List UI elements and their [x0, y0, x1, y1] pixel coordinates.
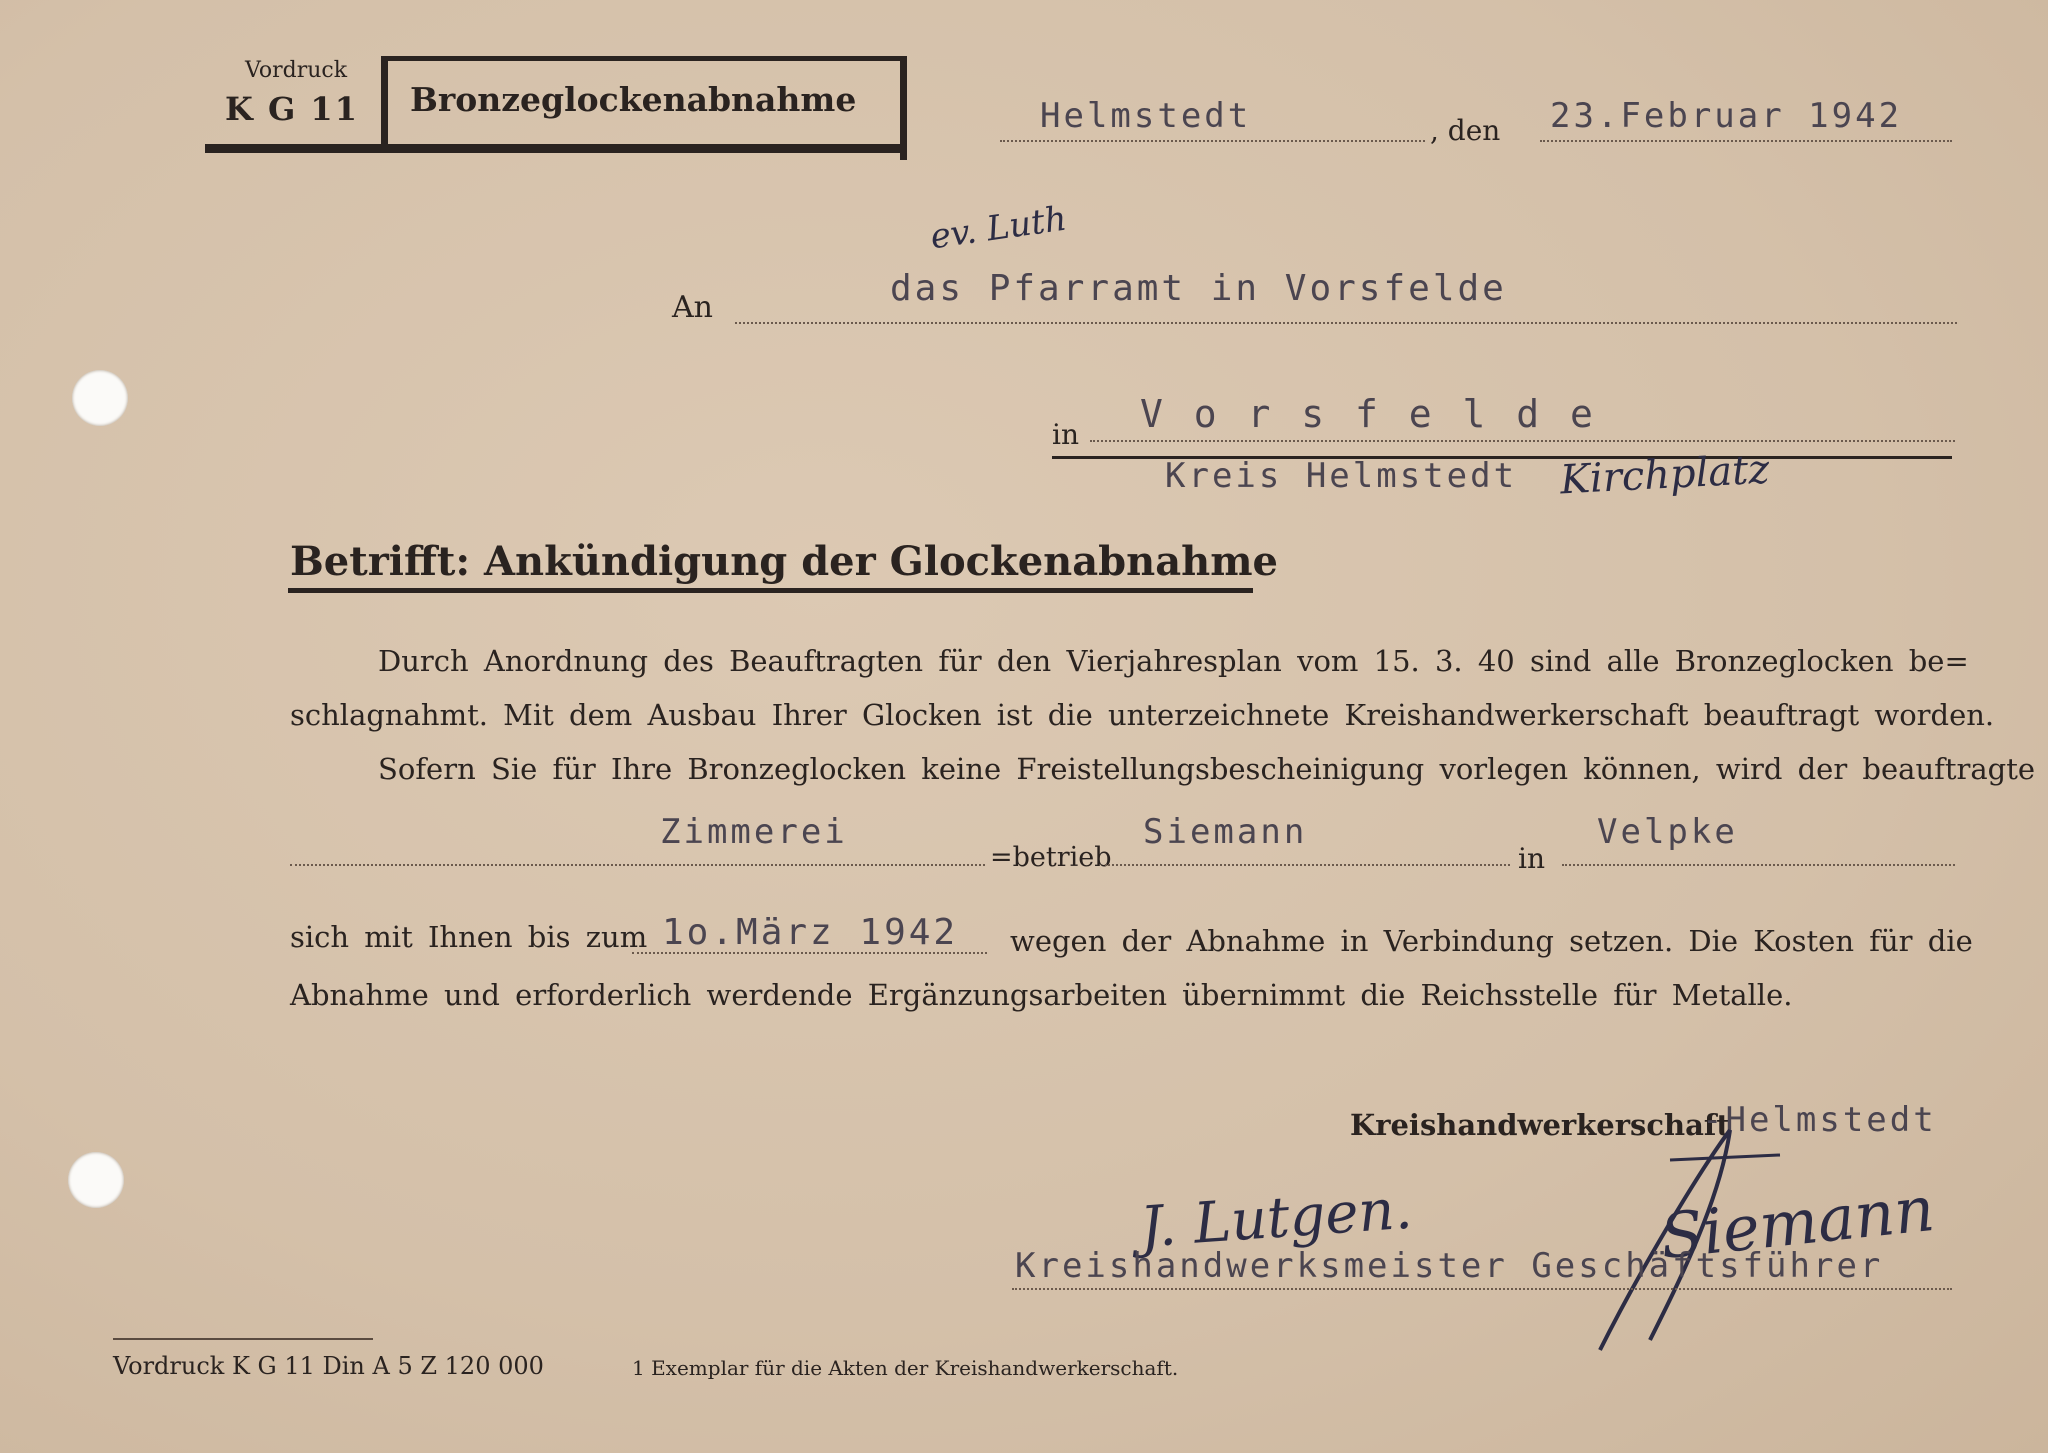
handwritten-street: Kirchplatz: [1558, 446, 1771, 504]
annotation-handwritten: ev. Luth: [927, 198, 1070, 258]
form-label-small: Vordruck: [245, 58, 348, 83]
footer-text: Vordruck K G 11 Din A 5 Z 120 000: [113, 1352, 544, 1380]
body-p3-line2: Abnahme und erforderlich werdende Ergänzungsarbeiten übernimmt die Reichsstelle für Metalle.: [290, 978, 1793, 1012]
date-value: 23.Februar 1942: [1550, 96, 1903, 136]
district-value: Kreis Helmstedt: [1165, 456, 1518, 496]
place-underline: [1000, 140, 1425, 142]
subject-heading: Betrifft: Ankündigung der Glockenabnahme: [290, 538, 1278, 585]
den-label: , den: [1430, 114, 1501, 147]
betrieb-label: =betrieb: [990, 842, 1112, 873]
form-code: K G 11: [225, 90, 359, 128]
footer-note: 1 Exemplar für die Akten der Kreishandwerkerschaft.: [632, 1356, 1179, 1380]
addressee-underline: [735, 322, 1957, 324]
roles-underline: [1012, 1288, 1952, 1290]
punch-hole-bottom: [68, 1152, 124, 1208]
in-label: in: [1052, 418, 1079, 451]
deadline-value: 1o.März 1942: [662, 912, 959, 953]
body-p1-line1: Durch Anordnung des Beauftragten für den Vierjahresplan vom 15. 3. 40 sind alle Bronzeglocken be=: [378, 644, 1969, 678]
form-header-box: [205, 56, 907, 156]
addressee-value: das Pfarramt in Vorsfelde: [890, 268, 1507, 309]
in-label-2: in: [1518, 842, 1545, 875]
signature-right: Siemann: [1656, 1171, 1938, 1274]
roles-text: Kreishandwerksmeister Geschäftsführer: [1015, 1246, 1884, 1286]
town-value: V o r s f e l d e: [1140, 392, 1597, 436]
footer-rule: [113, 1338, 373, 1340]
company-place-underline: [1562, 864, 1955, 866]
punch-hole-top: [72, 370, 128, 426]
trade-value: Zimmerei: [660, 812, 848, 852]
an-label: An: [672, 290, 713, 325]
place-value: Helmstedt: [1040, 96, 1252, 136]
body-p3-post: wegen der Abnahme in Verbindung setzen. Die Kosten für die: [1010, 924, 1973, 958]
body-p2-line1: Sofern Sie für Ihre Bronzeglocken keine Freistellungsbescheinigung vorlegen können, wird der beauftragte: [378, 752, 2036, 786]
subject-underline: [288, 588, 1253, 593]
town-underline: [1090, 440, 1955, 442]
org-name: Kreishandwerkerschaft: [1350, 1108, 1730, 1142]
trade-underline: [290, 864, 985, 866]
signature-left: J. Lutgen.: [1138, 1176, 1415, 1261]
company-place-value: Velpke: [1597, 812, 1738, 852]
org-place: -Helmstedt: [1702, 1100, 1937, 1140]
body-p3-pre: sich mit Ihnen bis zum: [290, 920, 648, 954]
date-underline: [1540, 140, 1952, 142]
body-p1-line2: schlagnahmt. Mit dem Ausbau Ihrer Glocken ist die unterzeichnete Kreishandwerkerschaft beauftragt worden.: [290, 698, 1995, 732]
company-value: Siemann: [1143, 812, 1308, 852]
company-underline: [1105, 864, 1510, 866]
form-title: Bronzeglockenabnahme: [410, 80, 857, 119]
signature-flourish: [1580, 1110, 1820, 1360]
